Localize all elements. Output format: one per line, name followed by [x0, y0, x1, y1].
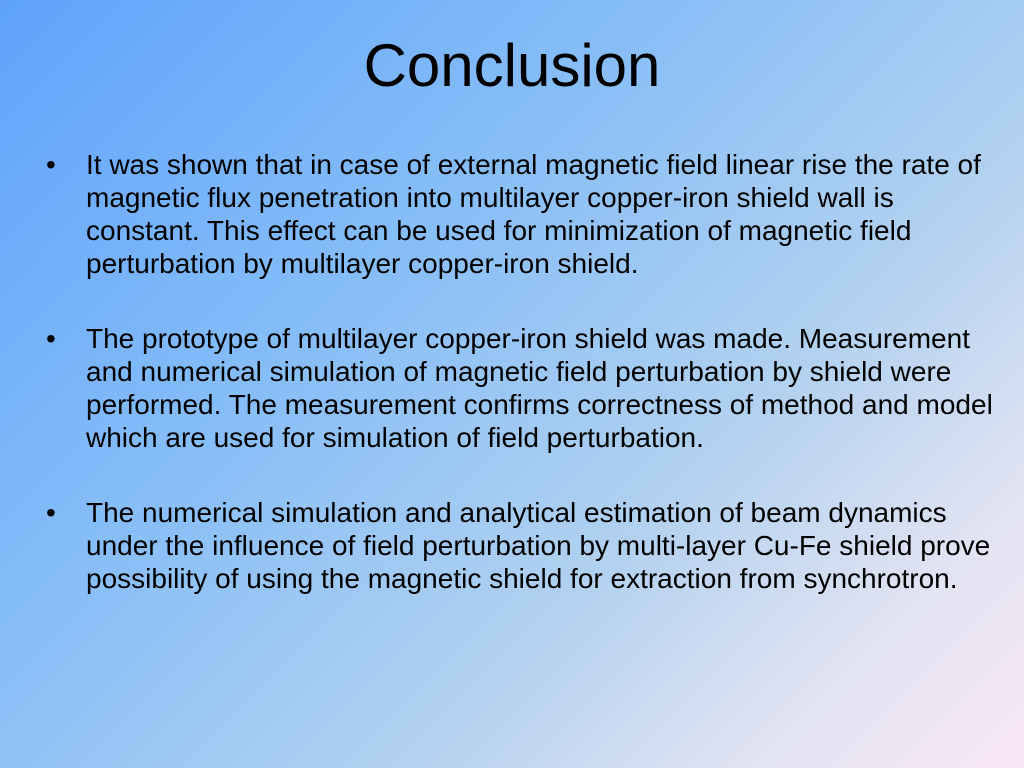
- slide-title: Conclusion: [363, 32, 661, 99]
- bullet-dot-icon: •: [46, 323, 56, 354]
- bullet-item: [46, 496, 996, 595]
- bullet-text: It was shown that in case of external magnetic field linear rise the rate of magnetic flux penetration into multilayer copper-iron shield wall is constant. This effect can be used for minimization of magnetic field perturbation by multilayer copper-iron shield.: [86, 149, 981, 279]
- bullet-text: The numerical simulation and analytical estimation of beam dynamics under the influence of field perturbation by multi-layer Cu-Fe shield prove possibility of using the magnetic shield for extraction from synchrotron.: [86, 497, 991, 594]
- bullet-item: [46, 148, 996, 280]
- bullet-dot-icon: •: [46, 497, 56, 528]
- bullet-text: The prototype of multilayer copper-iron shield was made. Measurement and numerical simulation of magnetic field perturbation by shield were performed. The measurement confirms correctness of method and model which are used for simulation of field perturbation.: [86, 323, 993, 453]
- bullet-item: [46, 322, 996, 454]
- bullet-list: [46, 148, 996, 637]
- bullet-dot-icon: •: [46, 149, 56, 180]
